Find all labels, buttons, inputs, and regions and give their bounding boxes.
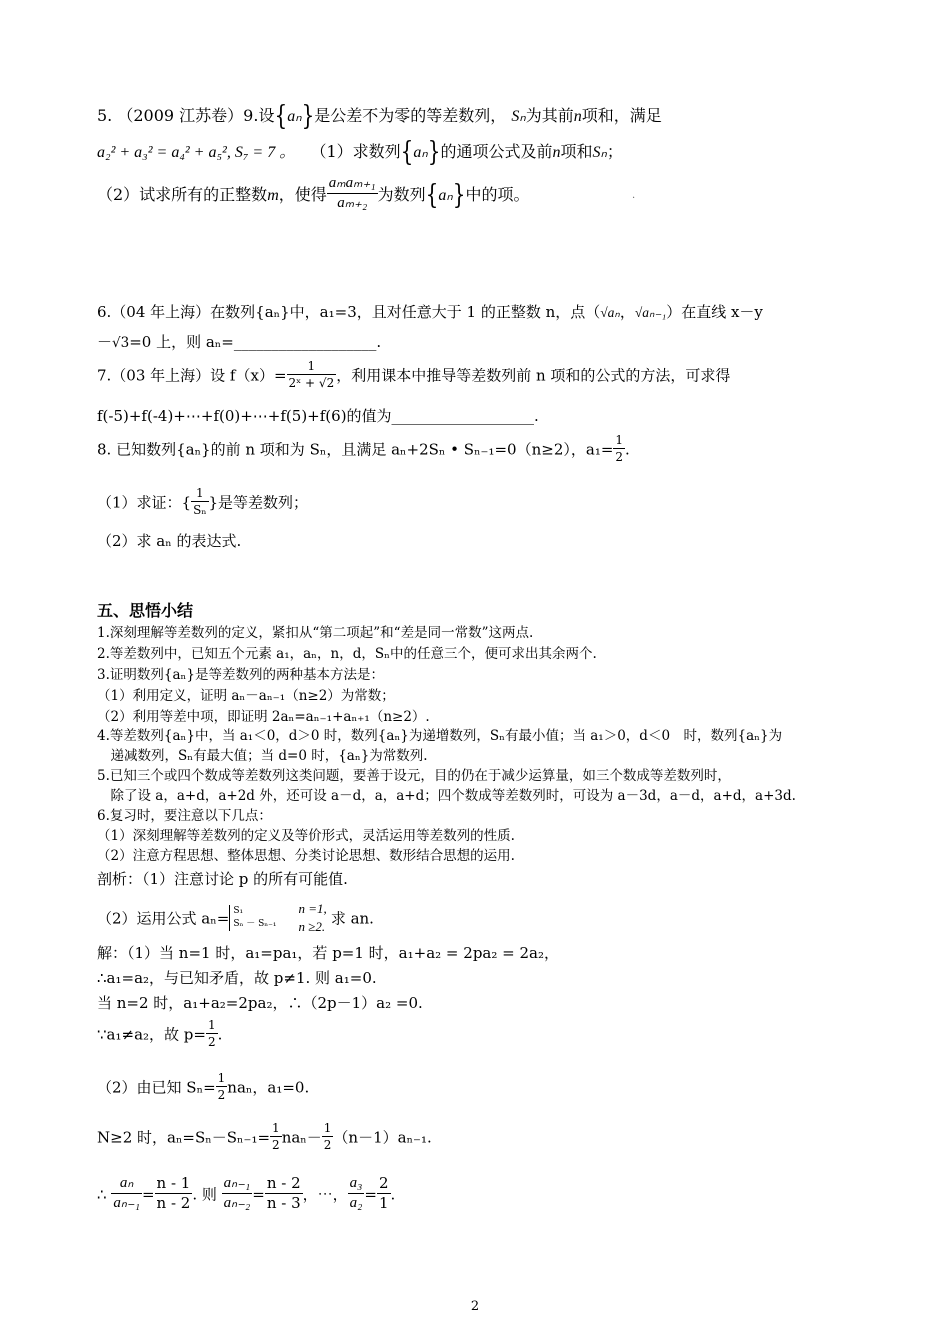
text: 6.（04 年上海）在数列{aₙ}中，a₁=3，且对任意大于 1 的正整数 n，点（ [97, 303, 601, 321]
numerator: aₙ₋₁ [222, 1176, 253, 1194]
denominator: 2 [272, 1138, 280, 1152]
summary-line: 6.复习时，要注意以下几点： [97, 808, 272, 824]
problem-5-line-3 [97, 175, 530, 213]
text: 设 [258, 106, 275, 125]
problem-8-q1 [97, 486, 309, 518]
denominator: 2 [217, 1088, 226, 1102]
case: Sₙ － Sₙ₋₁ [233, 919, 277, 929]
text: 为其前 [525, 106, 574, 125]
text: ∵a₁≠a₂，故 p= [97, 1025, 206, 1044]
problem-5-line-1 [97, 98, 662, 131]
math-sqrt-an1: √aₙ₋₁ [634, 305, 667, 320]
summary-line: 递减数列，Sₙ有最大值；当 d=0 时，{aₙ}为常数列. [97, 748, 428, 764]
fraction-ratio-1 [111, 1176, 142, 1211]
text: － [97, 333, 113, 351]
denominator: aₙ₋₁ [113, 1195, 140, 1211]
fraction-ratio-2 [222, 1176, 253, 1211]
summary-line: （1）利用定义，证明 aₙ－aₙ₋₁（n≥2）为常数； [97, 688, 395, 704]
numerator: 1 [207, 1018, 216, 1032]
summary-line: 1.深刻理解等差数列的定义，紧扣从“第二项起”和“差是同一常数”这两点. [97, 625, 534, 641]
text: }是等差数列； [208, 493, 309, 512]
fraction-ratio-2-rhs [265, 1176, 303, 1211]
denominator: 2 [615, 450, 624, 464]
analysis-line-1: 剖析：（1）注意讨论 p 的所有可能值. [97, 870, 348, 888]
condition: n =1, [298, 901, 327, 916]
numerator: a₃ [348, 1176, 365, 1194]
brace: } [452, 177, 466, 210]
numerator: 1 [217, 1071, 226, 1085]
analysis-line-9: ∴ $\frac{\text{aₙ}}{\text{aₙ₋₁}}$ = $\frac{n - 1}{n - 2}$ . 则 $\frac{\text{aₙ₋₁}}{\text{aₙ₋₂}}$ = $\frac{n - 2}{n - 3}$ ，⋯， $\frac{\text{a₃}}{\text{a₂}}$ = $\frac{2}{1}$ . [97, 1174, 396, 1212]
text: . [217, 1025, 223, 1044]
text: . [390, 1185, 396, 1204]
numerator: n - 1 [156, 1174, 191, 1192]
denominator: 2ˣ + √2 [288, 376, 335, 390]
analysis-line-2 [97, 900, 374, 936]
text: naₙ－ [281, 1128, 322, 1147]
section-heading: 五、思悟小结 [97, 601, 194, 620]
text: ∴ [97, 1185, 107, 1204]
analysis-line-5: 当 n=2 时，a₁+a₂=2pa₂，∴（2p－1）a₂ =0. [97, 994, 423, 1012]
math-sqrt3: √3 [112, 335, 130, 351]
problem-6-line-2 [97, 331, 381, 352]
summary-line: 5.已知三个或四个数成等差数列这类问题，要善于设元，目的仍在于减少运算量，如三个数成等差数列时， [97, 768, 731, 784]
text: f(-5)+f(-4)+⋯+f(0)+⋯+f(5)+f(6)的值为___________________. [97, 407, 539, 425]
fraction-half [613, 434, 625, 463]
math-n: n [573, 108, 582, 125]
summary-line: （2）利用等差中项，即证明 2aₙ=aₙ₋₁+aₙ₊₁（n≥2）. [97, 709, 430, 725]
problem-5-line-2: a₂² + a₃² = a₄² + a₅², S₇ = 7 。 （1）求数列{aₙ}的通项公式及前n项和Sₙ； [97, 134, 623, 167]
text: ，利用课本中推导等差数列前 n 项和的公式的方法，可求得 [336, 366, 731, 385]
denominator: 2 [323, 1138, 332, 1152]
text: 为数列 [377, 185, 426, 204]
math-formula: a₂² + a₃² = a₄² + a₅², S₇ = 7 。 [97, 144, 296, 161]
math-sn: Sₙ [511, 108, 526, 125]
numerator: aₙ [111, 1176, 142, 1194]
numerator: 1 [287, 360, 337, 375]
piecewise-cases [229, 905, 276, 931]
text: naₙ，a₁=0. [227, 1078, 310, 1097]
numerator: 1 [615, 433, 624, 447]
condition: n ≥2. [298, 919, 326, 934]
text: ，使得 [278, 185, 327, 204]
numerator: 1 [272, 1121, 280, 1135]
fraction-p5 [327, 176, 378, 211]
analysis-line-3: 解：（1）当 n=1 时，a₁=pa₁，若 p=1 时，a₁+a₂ = 2pa₂ = 2a₂， [97, 944, 559, 962]
text: （2）运用公式 aₙ= [97, 909, 230, 928]
text: =0 上，则 aₙ=___________________. [129, 333, 382, 351]
brace: } [301, 98, 315, 131]
fraction-1-over-sn [191, 487, 208, 516]
text: 的通项公式及前 [440, 142, 553, 161]
summary-line: 3.证明数列{aₙ}是等差数列的两种基本方法是： [97, 667, 384, 683]
text: ，⋯， [302, 1185, 348, 1204]
math-sqrt-an: √aₙ [600, 305, 620, 320]
denominator: n - 3 [266, 1194, 301, 1212]
denominator: 1 [378, 1194, 389, 1212]
numerator: 1 [191, 487, 208, 502]
denominator: a₂ [349, 1195, 363, 1211]
text: ， [619, 303, 635, 321]
problem-7-line-1 [97, 359, 731, 391]
text: （2）由已知 Sₙ= [97, 1078, 216, 1097]
piecewise-conditions [299, 900, 327, 936]
math-an: aₙ [287, 108, 302, 125]
fraction-ratio-3-rhs [377, 1176, 391, 1211]
stray-dot: . [632, 190, 636, 201]
fraction-half [206, 1019, 218, 1048]
problem-8-q2 [97, 530, 241, 551]
text: 8. 已知数列{aₙ}的前 n 项和为 Sₙ，且满足 aₙ+2Sₙ • Sₙ₋₁=0（n≥2），a₁= [97, 440, 614, 459]
text: N≥2 时，aₙ=Sₙ－Sₙ₋₁= [97, 1128, 271, 1147]
text: 项和 [560, 142, 593, 161]
text: . 则 [192, 1185, 217, 1204]
fraction-half [270, 1122, 282, 1151]
brace: { [400, 134, 414, 167]
text: 是公差不为零的等差数列， [314, 106, 507, 125]
numerator: aₘaₘ₊₁ [327, 176, 378, 194]
math-m: m [267, 187, 279, 204]
math-n: n [552, 144, 561, 161]
numerator: n - 2 [266, 1174, 301, 1192]
text: 7.（03 年上海）设 f（x）= [97, 366, 287, 385]
text: （1）求数列 [310, 142, 401, 161]
text: 项和，满足 [581, 106, 662, 125]
text: （1）求证：{ [97, 493, 192, 512]
analysis-line-4: ∴a₁=a₂，与已知矛盾，故 p≠1. 则 a₁=0. [97, 969, 377, 987]
text: （2）试求所有的正整数 [97, 185, 268, 204]
denominator: Sₙ [193, 503, 207, 517]
summary-line: 2.等差数列中，已知五个元素 a₁，aₙ，n，d，Sₙ中的任意三个，便可求出其余两个. [97, 646, 597, 662]
text: 中的项。 [465, 185, 530, 204]
denominator: n - 2 [156, 1194, 191, 1212]
summary-line: 4.等差数列{aₙ}中，当 a₁＜0，d＞0 时，数列{aₙ}为递增数列，Sₙ有最小值；当 a₁＞0，d＜0 时，数列{aₙ}为 [97, 728, 783, 744]
fraction-half [322, 1122, 334, 1151]
summary-line: （2）注意方程思想、整体思想、分类讨论思想、数形结合思想的运用. [97, 848, 515, 864]
analysis-line-7 [97, 1071, 310, 1103]
summary-line: （1）深刻理解等差数列的定义及等价形式，灵活运用等差数列的性质. [97, 828, 515, 844]
text: 求 an. [330, 909, 374, 928]
page-number: 2 [470, 1299, 480, 1314]
problem-8-line-1 [97, 433, 630, 465]
brace: } [427, 134, 441, 167]
numerator: 2 [378, 1174, 389, 1192]
text: ）在直线 x－y [666, 303, 763, 321]
fraction-p7 [287, 360, 337, 389]
text: （2）求 aₙ 的表达式. [97, 532, 242, 550]
fraction-ratio-1-rhs [155, 1176, 193, 1211]
fraction-ratio-3 [348, 1176, 365, 1211]
problem-number: 5. [97, 106, 113, 125]
numerator: 1 [323, 1121, 332, 1135]
text: （n－1）aₙ₋₁. [333, 1128, 432, 1147]
text: . [625, 440, 630, 459]
summary-line: 除了设 a，a+d，a+2d 外，还可设 a－d，a，a+d；四个数成等差数列时，可设为 a－3d，a－d，a+d，a+3d. [97, 788, 796, 804]
analysis-line-8 [97, 1121, 432, 1153]
brace: { [274, 98, 288, 131]
denominator: aₙ₋₂ [223, 1195, 251, 1211]
problem-6-line-1 [97, 301, 763, 322]
math-an: aₙ [438, 187, 453, 204]
denominator: aₘ₊₂ [337, 195, 368, 211]
problem-source: （2009 江苏卷）9. [117, 106, 259, 125]
brace: { [425, 177, 439, 210]
fraction-half [216, 1072, 228, 1101]
case: S₁ [233, 906, 244, 916]
problem-7-line-2 [97, 405, 539, 426]
math-sn: Sₙ [592, 144, 607, 161]
denominator: 2 [207, 1035, 216, 1049]
analysis-line-6 [97, 1018, 223, 1050]
math-an: aₙ [413, 144, 428, 161]
